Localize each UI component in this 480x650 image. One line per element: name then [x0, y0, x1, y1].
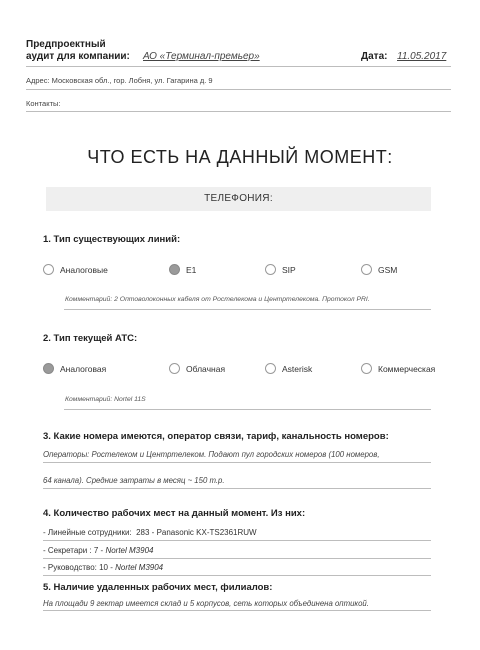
radio-cloud-pbx[interactable] — [169, 363, 225, 374]
item-label: - Секретари : 7 - — [43, 546, 104, 555]
radio-dot-icon — [361, 264, 372, 275]
answer-3-underline-2 — [43, 488, 431, 489]
answer-4-underline-2 — [43, 558, 431, 559]
item-label: - Руководство: 10 - — [43, 563, 113, 572]
radio-dot-selected-icon — [43, 363, 54, 374]
audit-title: Предпроектный — [26, 39, 106, 50]
radio-dot-icon — [361, 363, 372, 374]
question-3-answer-line-1: Операторы: Ростелеком и Центртелеком. Подают пул городских номеров (100 номеров, — [43, 450, 380, 459]
radio-analog-pbx[interactable] — [43, 363, 106, 374]
radio-dot-icon — [265, 264, 276, 275]
question-4-title: 4. Количество рабочих мест на данный момент. Из них: — [43, 508, 306, 519]
radio-gsm-lines[interactable] — [361, 264, 397, 275]
date-value: 11.05.2017 — [397, 51, 447, 62]
section-label: ТЕЛЕФОНИЯ: — [204, 193, 273, 204]
radio-e1-lines[interactable] — [169, 264, 196, 275]
question-2-comment: Комментарий: Nortel 11S — [65, 396, 146, 403]
comment-1-underline — [64, 309, 431, 310]
question-2-title: 2. Тип текущей АТС: — [43, 333, 138, 344]
page-title: ЧТО ЕСТЬ НА ДАННЫЙ МОМЕНТ: — [87, 147, 393, 167]
contacts-underline — [26, 111, 451, 112]
answer-4-underline-3 — [43, 575, 431, 576]
question-1-comment: Комментарий: 2 Оптоволоконных кабеля от Ростелекома и Центртелекома. Протокол PRI. — [65, 296, 370, 303]
radio-commercial-pbx[interactable] — [361, 363, 435, 374]
question-3-title: 3. Какие номера имеются, оператор связи, тариф, канальность номеров: — [43, 431, 389, 442]
workplace-line-management — [43, 563, 163, 572]
question-5-title: 5. Наличие удаленных рабочих мест, филиалов: — [43, 582, 273, 593]
address-field: Адрес: Московская обл., гор. Лобня, ул. Гагарина д. 9 — [26, 76, 213, 85]
radio-asterisk-pbx[interactable] — [265, 363, 312, 374]
radio-label: Аналоговая — [60, 363, 107, 374]
section-header-telephony — [46, 187, 431, 211]
comment-2-underline — [64, 409, 431, 410]
radio-dot-icon — [169, 363, 180, 374]
radio-label: SIP — [282, 264, 296, 275]
workplace-line-secretaries — [43, 546, 153, 555]
radio-label: Облачная — [186, 363, 226, 374]
radio-dot-selected-icon — [169, 264, 180, 275]
answer-5-underline — [43, 610, 431, 611]
contacts-field: Контакты: — [26, 99, 61, 108]
header-divider — [26, 66, 451, 67]
radio-analog-lines[interactable] — [43, 264, 108, 275]
radio-label: Аналоговые — [60, 264, 108, 275]
item-value: Nortel M3904 — [105, 546, 154, 555]
date-label: Дата: — [361, 51, 388, 62]
answer-3-underline-1 — [43, 462, 431, 463]
radio-sip-lines[interactable] — [265, 264, 296, 275]
item-value: 283 - Panasonic KX-TS2361RUW — [136, 528, 257, 537]
radio-label: Asterisk — [282, 363, 313, 374]
address-underline — [26, 89, 451, 90]
radio-label: Коммерческая — [378, 363, 436, 374]
radio-dot-icon — [43, 264, 54, 275]
item-value: Nortel M3904 — [115, 563, 164, 572]
question-5-answer: На площади 9 гектар имеется склад и 5 корпусов, сеть которых объединена оптикой. — [43, 599, 369, 608]
question-3-answer-line-2: 64 канала). Средние затраты в месяц ~ 150 т.р. — [43, 476, 225, 485]
workplace-line-staff — [43, 528, 257, 537]
radio-label: E1 — [186, 264, 197, 275]
question-1-title: 1. Тип существующих линий: — [43, 234, 181, 245]
item-label: - Линейные сотрудники: — [43, 528, 132, 537]
radio-dot-icon — [265, 363, 276, 374]
radio-label: GSM — [378, 264, 398, 275]
company-value: АО «Терминал-премьер» — [143, 51, 260, 62]
answer-4-underline-1 — [43, 540, 431, 541]
company-label: аудит для компании: — [26, 51, 130, 62]
